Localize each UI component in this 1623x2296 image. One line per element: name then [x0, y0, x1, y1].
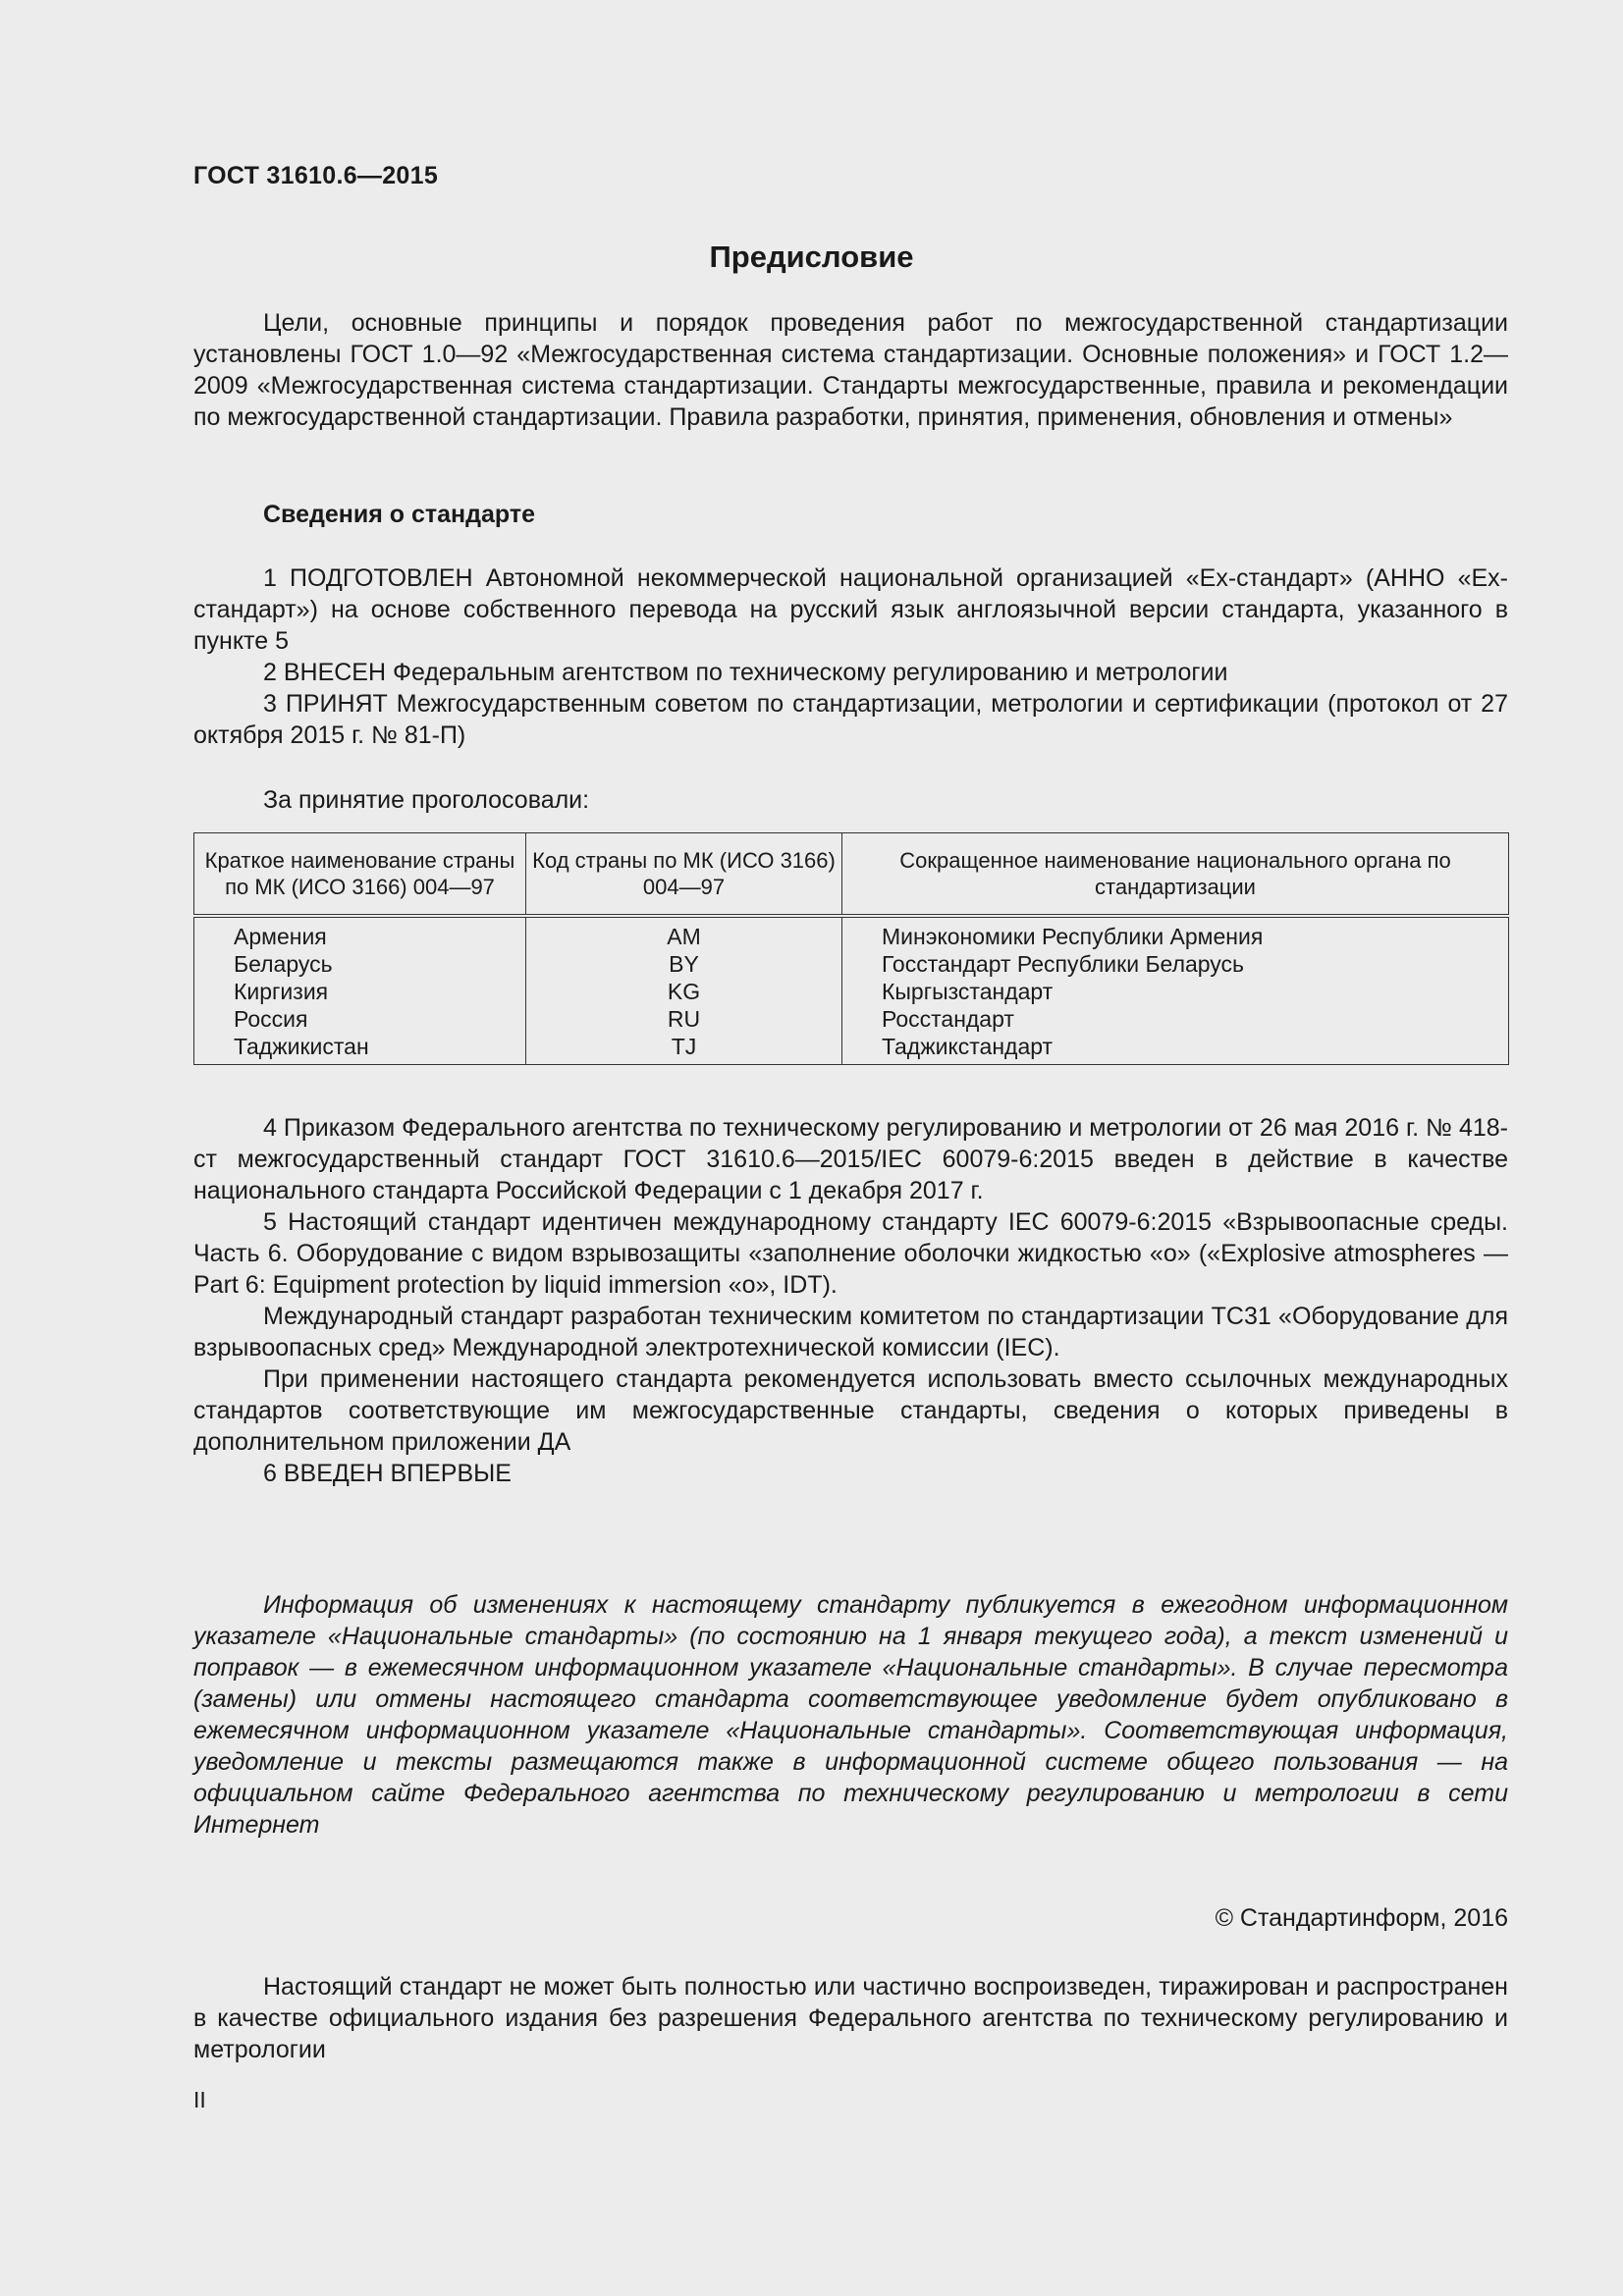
country-cell: Россия — [194, 1005, 526, 1033]
body-cell: Росстандарт — [842, 1005, 1509, 1033]
notice-paragraph: Информация об изменениях к настоящему стандарту публикуется в ежегодном информационном указателе «Национальные стандарты» (по состоянию на 1 января текущего года), а текст изменений и поправок — в ежемесячном информационном указателе «Национальные стандарты». В случае пересмотра (замены) или отмены настоящего стандарта соответствующее уведомление будет опубликовано в ежемесячном информационном указателе «Национальные стандарты». Соответствующая информация, уведомление и тексты размещаются также в информационной системе общего пользования — на официальном сайте Федерального агентства по техническому регулированию и метрологии в сети Интернет — [193, 1591, 1508, 1839]
page-number: II — [193, 2087, 206, 2112]
code-cell: RU — [526, 1005, 842, 1033]
item-5-references-paragraph: При применении настоящего стандарта рекомендуется использовать вместо ссылочных международных стандартов соответствующие им межгосударственные стандарты, сведения о которых приведены в дополнительном приложении ДА — [193, 1365, 1508, 1456]
vote-label: За принятие проголосовали: — [263, 786, 590, 814]
table-row — [194, 1005, 1509, 1033]
body-cell: Госстандарт Республики Беларусь — [842, 950, 1509, 978]
header-country-code: Код страны по МК (ИСО 3166) 004—97 — [526, 833, 842, 917]
intro-section — [193, 307, 1508, 433]
table-row — [194, 916, 1509, 950]
item-1-paragraph: 1 ПОДГОТОВЛЕН Автономной некоммерческой национальной организацией «Ех-стандарт» (АННО «Ех-стандарт») на основе собственного перевода на русский язык англоязычной версии стандарта, указанного в пункте 5 — [193, 564, 1508, 655]
restriction-paragraph: Настоящий стандарт не может быть полностью или частично воспроизведен, тиражирован и распространен в качестве официального издания без разрешения Федерального агентства по техническому регулированию и метрологии — [193, 1973, 1508, 2063]
header-national-body: Сокращенное наименование национального органа по стандартизации — [842, 833, 1509, 917]
items-after-table — [193, 1112, 1508, 1489]
country-cell: Армения — [194, 916, 526, 950]
item-3-paragraph: 3 ПРИНЯТ Межгосударственным советом по стандартизации, метрологии и сертификации (протокол от 27 октября 2015 г. № 81-П) — [193, 690, 1508, 749]
item-5-paragraph: 5 Настоящий стандарт идентичен международному стандарту IEC 60079-6:2015 «Взрывоопасные среды. Часть 6. Оборудование с видом взрывозащиты «заполнение оболочки жидкостью «о» («Explosive atmospheres — Part 6: Equipment protection by liquid immersion «о», IDT). — [193, 1208, 1508, 1299]
items-before-table — [193, 562, 1508, 751]
code-cell: BY — [526, 950, 842, 978]
standard-code: ГОСТ 31610.6—2015 — [193, 162, 439, 189]
table-row — [194, 1033, 1509, 1065]
item-4-paragraph: 4 Приказом Федерального агентства по техническому регулированию и метрологии от 26 мая 2016 г. № 418-ст межгосударственный стандарт ГОСТ 31610.6—2015/IEC 60079-6:2015 введен в действие в качестве национального стандарта Российской Федерации с 1 декабря 2017 г. — [193, 1114, 1508, 1204]
page-title: Предисловие — [709, 240, 914, 274]
item-2-paragraph: 2 ВНЕСЕН Федеральным агентством по техническому регулированию и метрологии — [263, 659, 1228, 686]
country-cell: Беларусь — [194, 950, 526, 978]
table-row — [194, 978, 1509, 1005]
copyright-line: © Стандартинформ, 2016 — [1215, 1904, 1508, 1932]
code-cell: AM — [526, 916, 842, 950]
table-header-row — [194, 833, 1509, 917]
intro-paragraph: Цели, основные принципы и порядок проведения работ по межгосударственной стандартизации установлены ГОСТ 1.0—92 «Межгосударственная система стандартизации. Основные положения» и ГОСТ 1.2—2009 «Межгосударственная система стандартизации. Стандарты межгосударственные, правила и рекомендации по межгосударственной стандартизации. Правила разработки, принятия, применения, обновления и отмены» — [193, 309, 1508, 431]
restriction-section — [193, 1971, 1508, 2065]
body-cell: Таджикстандарт — [842, 1033, 1509, 1065]
voting-table — [193, 832, 1509, 1065]
item-5-committee-paragraph: Международный стандарт разработан техническим комитетом по стандартизации TC31 «Оборудование для взрывоопасных сред» Международной электротехнической комиссии (IEC). — [193, 1303, 1508, 1362]
country-cell: Таджикистан — [194, 1033, 526, 1065]
changes-notice — [193, 1589, 1508, 1841]
header-country-name: Краткое наименование страны по МК (ИСО 3166) 004—97 — [194, 833, 526, 917]
code-cell: TJ — [526, 1033, 842, 1065]
code-cell: KG — [526, 978, 842, 1005]
country-cell: Киргизия — [194, 978, 526, 1005]
body-cell: Кыргызстандарт — [842, 978, 1509, 1005]
item-6-paragraph: 6 ВВЕДЕН ВПЕРВЫЕ — [263, 1460, 512, 1487]
table-row — [194, 950, 1509, 978]
body-cell: Минэкономики Республики Армения — [842, 916, 1509, 950]
info-heading: Сведения о стандарте — [263, 501, 536, 528]
